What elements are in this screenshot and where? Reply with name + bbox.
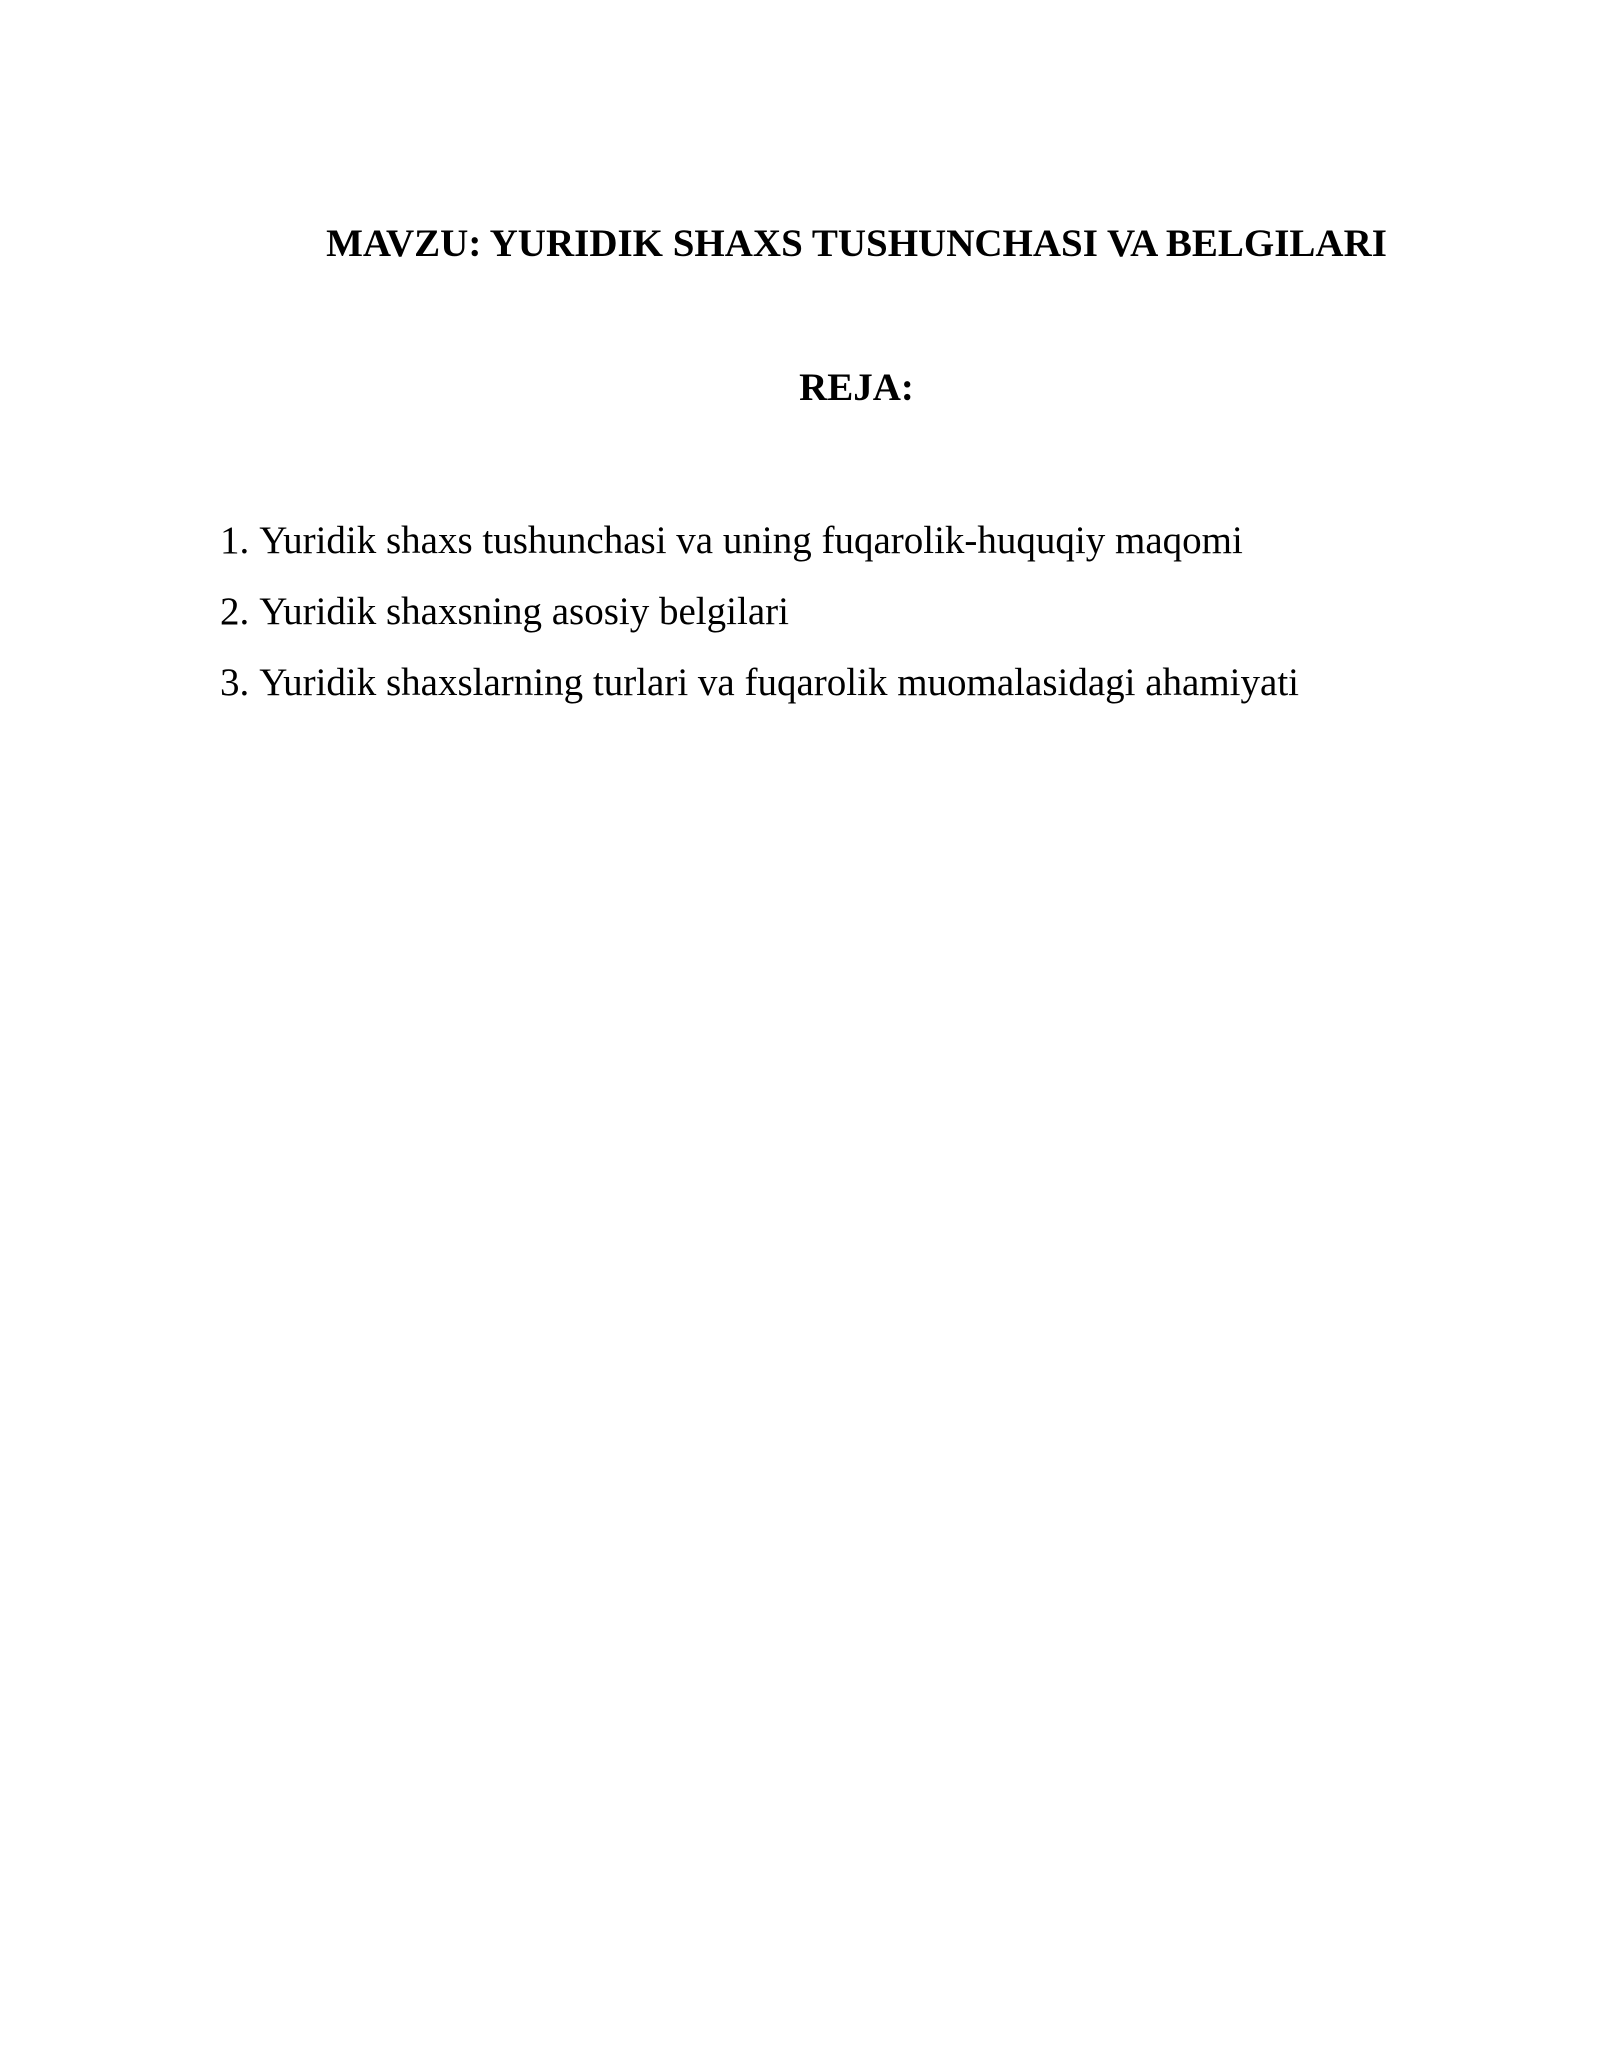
document-title: MAVZU: YURIDIK SHAXS TUSHUNCHASI VA BELGILARI <box>326 222 1387 265</box>
plan-item-number: 2. <box>220 590 250 633</box>
plan-item-3 <box>220 647 1299 718</box>
plan-item-number: 3. <box>220 661 250 704</box>
plan-list <box>220 505 1299 718</box>
plan-item-number: 1. <box>220 519 250 562</box>
plan-item-2 <box>220 576 1299 647</box>
plan-item-1 <box>220 505 1299 576</box>
plan-item-text: Yuridik shaxsning asosiy belgilari <box>259 590 789 633</box>
plan-heading: REJA: <box>799 366 914 409</box>
plan-item-text: Yuridik shaxslarning turlari va fuqarolik muomalasidagi ahamiyati <box>259 661 1299 704</box>
plan-item-text: Yuridik shaxs tushunchasi va uning fuqarolik-huquqiy maqomi <box>259 519 1243 562</box>
